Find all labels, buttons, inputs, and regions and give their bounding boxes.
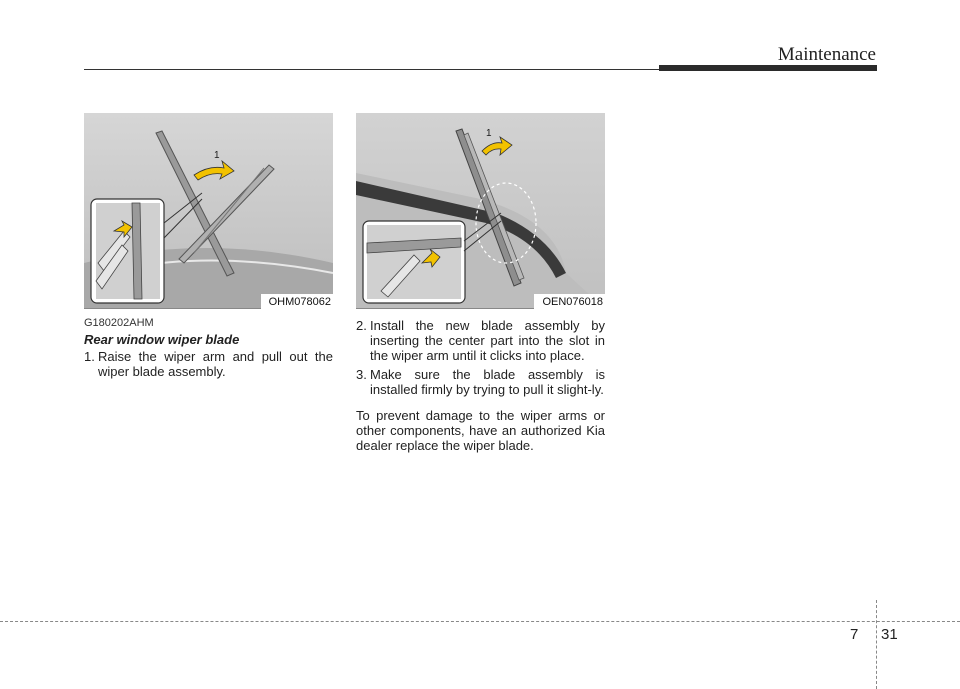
step-text: Raise the wiper arm and pull out the wiper blade assembly.: [98, 349, 333, 379]
step-item: [84, 349, 333, 379]
wiper-illustration-left: [84, 113, 333, 309]
header-rule-accent: [659, 65, 877, 71]
footer-rule: [0, 621, 960, 622]
step-number: 1.: [84, 349, 95, 364]
step-text: Install the new blade assembly by inserting the center part into the slot in the wiper arm until it clicks into place.: [370, 318, 605, 363]
header-section-title: Maintenance: [777, 44, 876, 65]
step-number: 2.: [356, 318, 367, 333]
note-paragraph: To prevent damage to the wiper arms or other components, have an authorized Kia dealer replace the wiper blade.: [356, 408, 605, 453]
step-item: [356, 318, 605, 363]
step-text: Make sure the blade assembly is installed firmly by trying to pull it slight-ly.: [370, 367, 605, 397]
section-code: G180202AHM: [84, 317, 154, 329]
figure-left: [84, 113, 333, 309]
figure-right: [356, 113, 605, 309]
section-title: Rear window wiper blade: [84, 332, 240, 347]
step-item: [356, 367, 605, 397]
figure-code-right: OEN076018: [534, 294, 605, 309]
step-number: 3.: [356, 367, 367, 382]
page-number: 31: [881, 626, 898, 643]
wiper-illustration-right: [356, 113, 605, 309]
arrow-label-right: 1: [486, 128, 492, 139]
arrow-label-left: 1: [214, 150, 220, 161]
header-rule: [84, 69, 660, 70]
figure-code-left: OHM078062: [261, 294, 333, 309]
footer-divider: [876, 600, 877, 689]
page-chapter: 7: [850, 626, 859, 643]
